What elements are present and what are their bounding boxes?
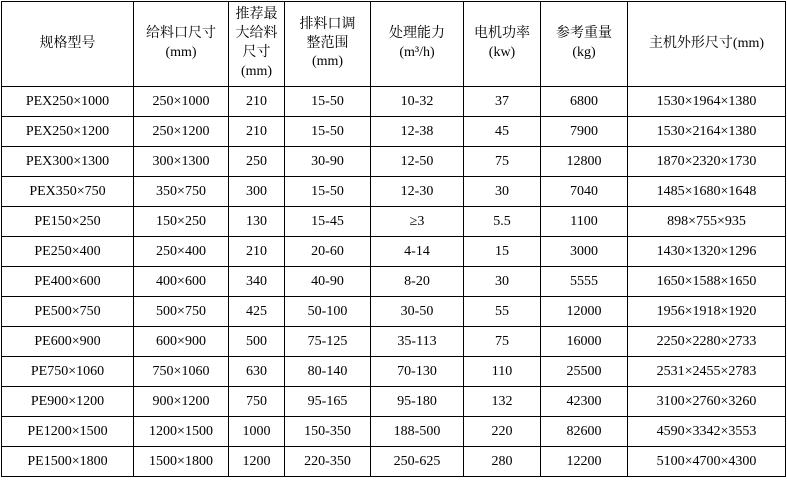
column-header-line: 参考重量 [556, 26, 612, 42]
table-cell-max_feed_size: 750 [229, 387, 285, 417]
table-cell-feed_opening: 750×1060 [134, 357, 229, 387]
table-row [2, 87, 786, 117]
table-cell-capacity: 10-32 [371, 87, 464, 117]
column-header-line: 大给料 [235, 26, 278, 42]
column-header-capacity [371, 2, 464, 87]
table-cell-model: PE1200×1500 [2, 417, 134, 447]
table-cell-capacity: 188-500 [371, 417, 464, 447]
table-cell-model: PEX300×1300 [2, 147, 134, 177]
table-cell-capacity: 8-20 [371, 267, 464, 297]
table-cell-dimensions: 2250×2280×2733 [628, 327, 786, 357]
table-cell-motor_power: 37 [464, 87, 541, 117]
table-cell-dimensions: 2531×2455×2783 [628, 357, 786, 387]
column-header-line: 给料口尺寸 [146, 26, 216, 42]
column-header-line: (mm) [165, 45, 197, 60]
table-cell-reference_weight: 1100 [541, 207, 628, 237]
table-cell-capacity: 30-50 [371, 297, 464, 327]
table-row [2, 207, 786, 237]
table-cell-motor_power: 5.5 [464, 207, 541, 237]
table-cell-feed_opening: 250×1000 [134, 87, 229, 117]
table-cell-discharge_range: 75-125 [285, 327, 371, 357]
table-cell-max_feed_size: 130 [229, 207, 285, 237]
table-cell-motor_power: 132 [464, 387, 541, 417]
table-row [2, 267, 786, 297]
table-cell-reference_weight: 7900 [541, 117, 628, 147]
table-cell-max_feed_size: 1200 [229, 447, 285, 477]
table-cell-feed_opening: 900×1200 [134, 387, 229, 417]
column-header-line: (mm) [240, 63, 273, 79]
table-cell-motor_power: 30 [464, 177, 541, 207]
table-cell-feed_opening: 400×600 [134, 267, 229, 297]
table-cell-reference_weight: 82600 [541, 417, 628, 447]
table-header-row [2, 2, 786, 87]
table-cell-reference_weight: 12800 [541, 147, 628, 177]
table-cell-discharge_range: 30-90 [285, 147, 371, 177]
table-cell-feed_opening: 250×1200 [134, 117, 229, 147]
column-header-dimensions [628, 2, 786, 87]
column-header-feed_opening [134, 2, 229, 87]
table-cell-dimensions: 5100×4700×4300 [628, 447, 786, 477]
table-cell-model: PEX250×1200 [2, 117, 134, 147]
table-cell-max_feed_size: 210 [229, 237, 285, 267]
column-header-reference_weight [541, 2, 628, 87]
crusher-spec-table [1, 1, 786, 477]
table-row [2, 297, 786, 327]
table-cell-capacity: 35-113 [371, 327, 464, 357]
table-cell-feed_opening: 500×750 [134, 297, 229, 327]
column-header-motor_power [464, 2, 541, 87]
table-cell-dimensions: 3100×2760×3260 [628, 387, 786, 417]
table-cell-max_feed_size: 340 [229, 267, 285, 297]
table-cell-motor_power: 280 [464, 447, 541, 477]
table-cell-capacity: 12-30 [371, 177, 464, 207]
table-row [2, 417, 786, 447]
column-header-line: 排料口调 [299, 16, 356, 32]
table-cell-model: PEX350×750 [2, 177, 134, 207]
table-cell-capacity: 12-50 [371, 147, 464, 177]
column-header-line: (kg) [572, 45, 596, 60]
table-header [2, 2, 786, 87]
table-cell-motor_power: 45 [464, 117, 541, 147]
column-header-line: 电机功率 [474, 26, 530, 42]
table-cell-reference_weight: 3000 [541, 237, 628, 267]
table-cell-reference_weight: 6800 [541, 87, 628, 117]
column-header-line: 推荐最 [235, 7, 278, 23]
table-cell-feed_opening: 1500×1800 [134, 447, 229, 477]
column-header-line: (mm) [311, 54, 344, 70]
table-cell-motor_power: 75 [464, 327, 541, 357]
table-cell-discharge_range: 50-100 [285, 297, 371, 327]
table-row [2, 357, 786, 387]
table-cell-model: PE900×1200 [2, 387, 134, 417]
table-cell-dimensions: 4590×3342×3553 [628, 417, 786, 447]
table-cell-feed_opening: 1200×1500 [134, 417, 229, 447]
table-row [2, 237, 786, 267]
column-header-line: 主机外形尺寸(mm) [648, 35, 765, 51]
table-cell-dimensions: 898×755×935 [628, 207, 786, 237]
table-cell-max_feed_size: 250 [229, 147, 285, 177]
table-cell-capacity: 12-38 [371, 117, 464, 147]
table-cell-capacity: 4-14 [371, 237, 464, 267]
table-cell-reference_weight: 42300 [541, 387, 628, 417]
table-cell-discharge_range: 150-350 [285, 417, 371, 447]
table-cell-reference_weight: 7040 [541, 177, 628, 207]
table-row [2, 117, 786, 147]
table-cell-discharge_range: 15-45 [285, 207, 371, 237]
table-cell-reference_weight: 5555 [541, 267, 628, 297]
table-cell-dimensions: 1650×1588×1650 [628, 267, 786, 297]
table-cell-model: PE250×400 [2, 237, 134, 267]
table-cell-capacity: 95-180 [371, 387, 464, 417]
table-cell-motor_power: 220 [464, 417, 541, 447]
table-cell-reference_weight: 16000 [541, 327, 628, 357]
table-cell-max_feed_size: 210 [229, 117, 285, 147]
table-cell-model: PE750×1060 [2, 357, 134, 387]
table-row [2, 447, 786, 477]
table-cell-discharge_range: 20-60 [285, 237, 371, 267]
table-cell-feed_opening: 300×1300 [134, 147, 229, 177]
table-cell-dimensions: 1956×1918×1920 [628, 297, 786, 327]
column-header-discharge_range [285, 2, 371, 87]
table-cell-feed_opening: 350×750 [134, 177, 229, 207]
table-cell-discharge_range: 80-140 [285, 357, 371, 387]
column-header-line: (kw) [488, 45, 516, 60]
table-cell-dimensions: 1430×1320×1296 [628, 237, 786, 267]
table-cell-max_feed_size: 300 [229, 177, 285, 207]
table-cell-dimensions: 1530×2164×1380 [628, 117, 786, 147]
column-header-line: 处理能力 [389, 26, 445, 42]
column-header-line: 规格型号 [39, 35, 96, 51]
table-cell-dimensions: 1485×1680×1648 [628, 177, 786, 207]
table-cell-max_feed_size: 425 [229, 297, 285, 327]
table-cell-discharge_range: 95-165 [285, 387, 371, 417]
table-cell-motor_power: 15 [464, 237, 541, 267]
table-cell-motor_power: 110 [464, 357, 541, 387]
column-header-line: (m³/h) [399, 45, 435, 60]
table-cell-max_feed_size: 210 [229, 87, 285, 117]
table-cell-feed_opening: 250×400 [134, 237, 229, 267]
table-cell-model: PE600×900 [2, 327, 134, 357]
table-cell-motor_power: 75 [464, 147, 541, 177]
table-body [2, 87, 786, 477]
table-cell-feed_opening: 600×900 [134, 327, 229, 357]
column-header-line: 尺寸 [242, 45, 271, 60]
table-cell-motor_power: 30 [464, 267, 541, 297]
table-cell-motor_power: 55 [464, 297, 541, 327]
table-cell-model: PE1500×1800 [2, 447, 134, 477]
table-cell-max_feed_size: 630 [229, 357, 285, 387]
column-header-line: 整范围 [306, 35, 349, 51]
table-cell-dimensions: 1530×1964×1380 [628, 87, 786, 117]
table-cell-reference_weight: 25500 [541, 357, 628, 387]
table-cell-discharge_range: 15-50 [285, 87, 371, 117]
table-cell-dimensions: 1870×2320×1730 [628, 147, 786, 177]
column-header-max_feed_size [229, 2, 285, 87]
table-cell-discharge_range: 15-50 [285, 177, 371, 207]
table-cell-reference_weight: 12000 [541, 297, 628, 327]
table-cell-max_feed_size: 1000 [229, 417, 285, 447]
table-cell-capacity: ≥3 [371, 207, 464, 237]
table-cell-discharge_range: 40-90 [285, 267, 371, 297]
column-header-model [2, 2, 134, 87]
table-cell-max_feed_size: 500 [229, 327, 285, 357]
table-row [2, 327, 786, 357]
table-row [2, 387, 786, 417]
table-cell-model: PE400×600 [2, 267, 134, 297]
table-cell-capacity: 70-130 [371, 357, 464, 387]
table-cell-model: PE500×750 [2, 297, 134, 327]
table-cell-reference_weight: 12200 [541, 447, 628, 477]
table-row [2, 177, 786, 207]
table-cell-model: PEX250×1000 [2, 87, 134, 117]
table-row [2, 147, 786, 177]
table-cell-discharge_range: 15-50 [285, 117, 371, 147]
table-cell-model: PE150×250 [2, 207, 134, 237]
table-cell-feed_opening: 150×250 [134, 207, 229, 237]
table-cell-capacity: 250-625 [371, 447, 464, 477]
table-cell-discharge_range: 220-350 [285, 447, 371, 477]
